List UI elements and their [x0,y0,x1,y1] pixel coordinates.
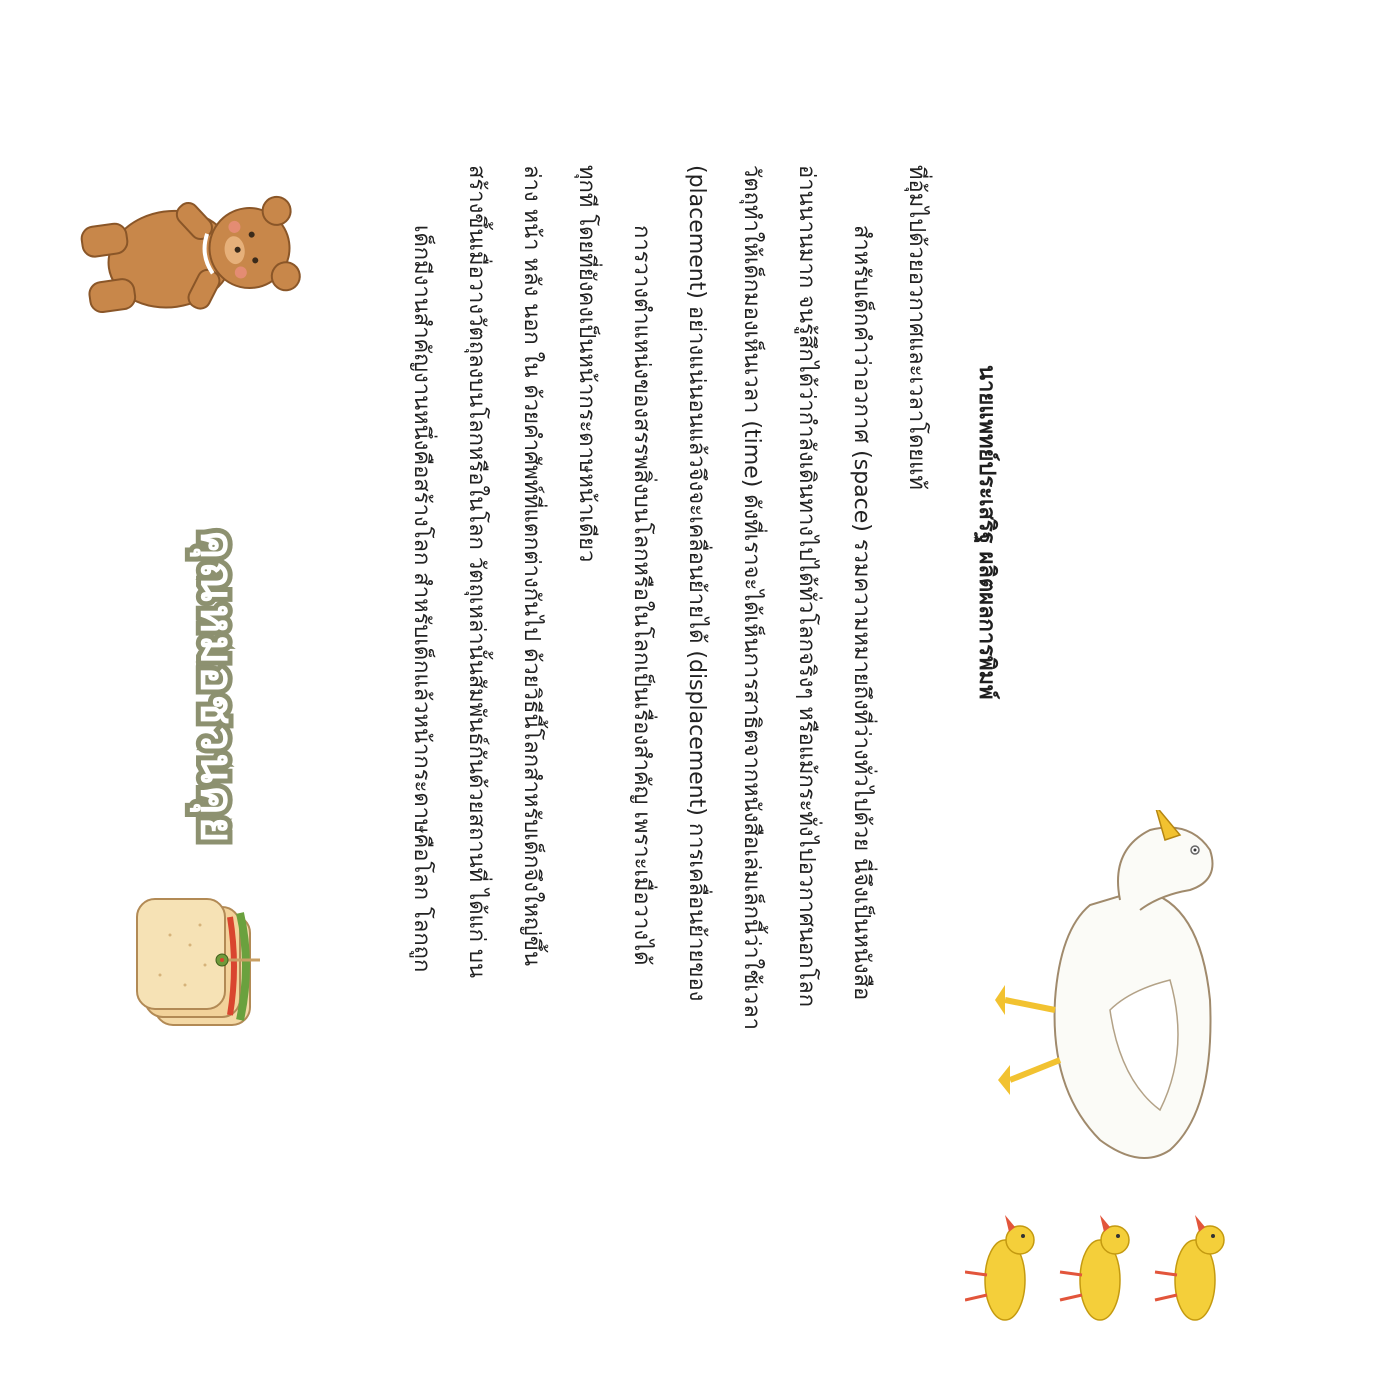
p1-line-1: เด็กมีงานสำคัญงานหนึ่งคือสร้างโลก สำหรับเด็กแล้วหน้ากระดาษคือโลก โลกถูก [409,225,434,973]
p3-line-2: ที่อุ้มไปด้วยอวกาศและเวลาโดยแท้ [904,165,929,490]
goose-illustration [990,810,1250,1210]
duckling-2 [1060,1215,1129,1320]
teddy-bear-illustration [80,140,320,370]
page-title: คุณหมอชวนคุย [191,530,242,845]
title-row [80,150,340,1050]
p2-line-4: อ่านนานมาก จนรู้สึกได้ว่ากำลังเดินทางไปได้ทั่วโลกจริงๆ หรือแม้กระทั่งไปอวกาศนอกโลก [794,165,819,1008]
author-signature: นายแพทย์ประเสริฐ ผลิตผลการพิมพ์ [974,365,999,700]
duckling-3 [965,1215,1034,1320]
p3-line-1: สำหรับเด็กคำว่าอวกาศ (space) รวมความหมายถึงที่ว่างทั่วไปด้วย นี่จึงเป็นหนังสือ [849,225,874,1001]
p1-line-2: สร้างขึ้นเมื่อวางวัตถุลงบนโลกหรือในโลก วัตถุเหล่านั้นสัมพันธ์กันด้วยสถานที่ ได้แก่ บน [464,165,489,979]
duckling-1 [1155,1215,1224,1320]
p2-line-1: การวางตำแหน่งของสรรพสิ่งบนโลกหรือในโลกเป็นเรื่องสำคัญ เพราะเมื่อวางได้ [629,225,654,966]
sandwich-illustration [130,885,280,1045]
p2-line-3: วัตถุทำให้เด็กมองเห็นเวลา (time) ดังที่เราจะได้เห็นการสาธิตจากหนังสือเล่มเล็กนี้ว่าใช้เวลา [739,165,764,1031]
p2-line-2: (placement) อย่างแน่นอนแล้วจึงจะเคลื่อนย้ายได้ (displacement) การเคลื่อนย้ายของ [684,165,709,1002]
p1-line-4: ทุกที โดยที่ยังคงเป็นหน้ากระดาษหน้าเดียว [574,165,599,563]
p1-line-3: ล่าง หน้า หลัง นอก ใน ด้วยคำศัพท์ที่แตกต่างกันไป ด้วยวิธีนี้โลกสำหรับเด็กจึงใหญ่ขึ้น [519,165,544,967]
ducklings-illustration [965,1210,1235,1390]
